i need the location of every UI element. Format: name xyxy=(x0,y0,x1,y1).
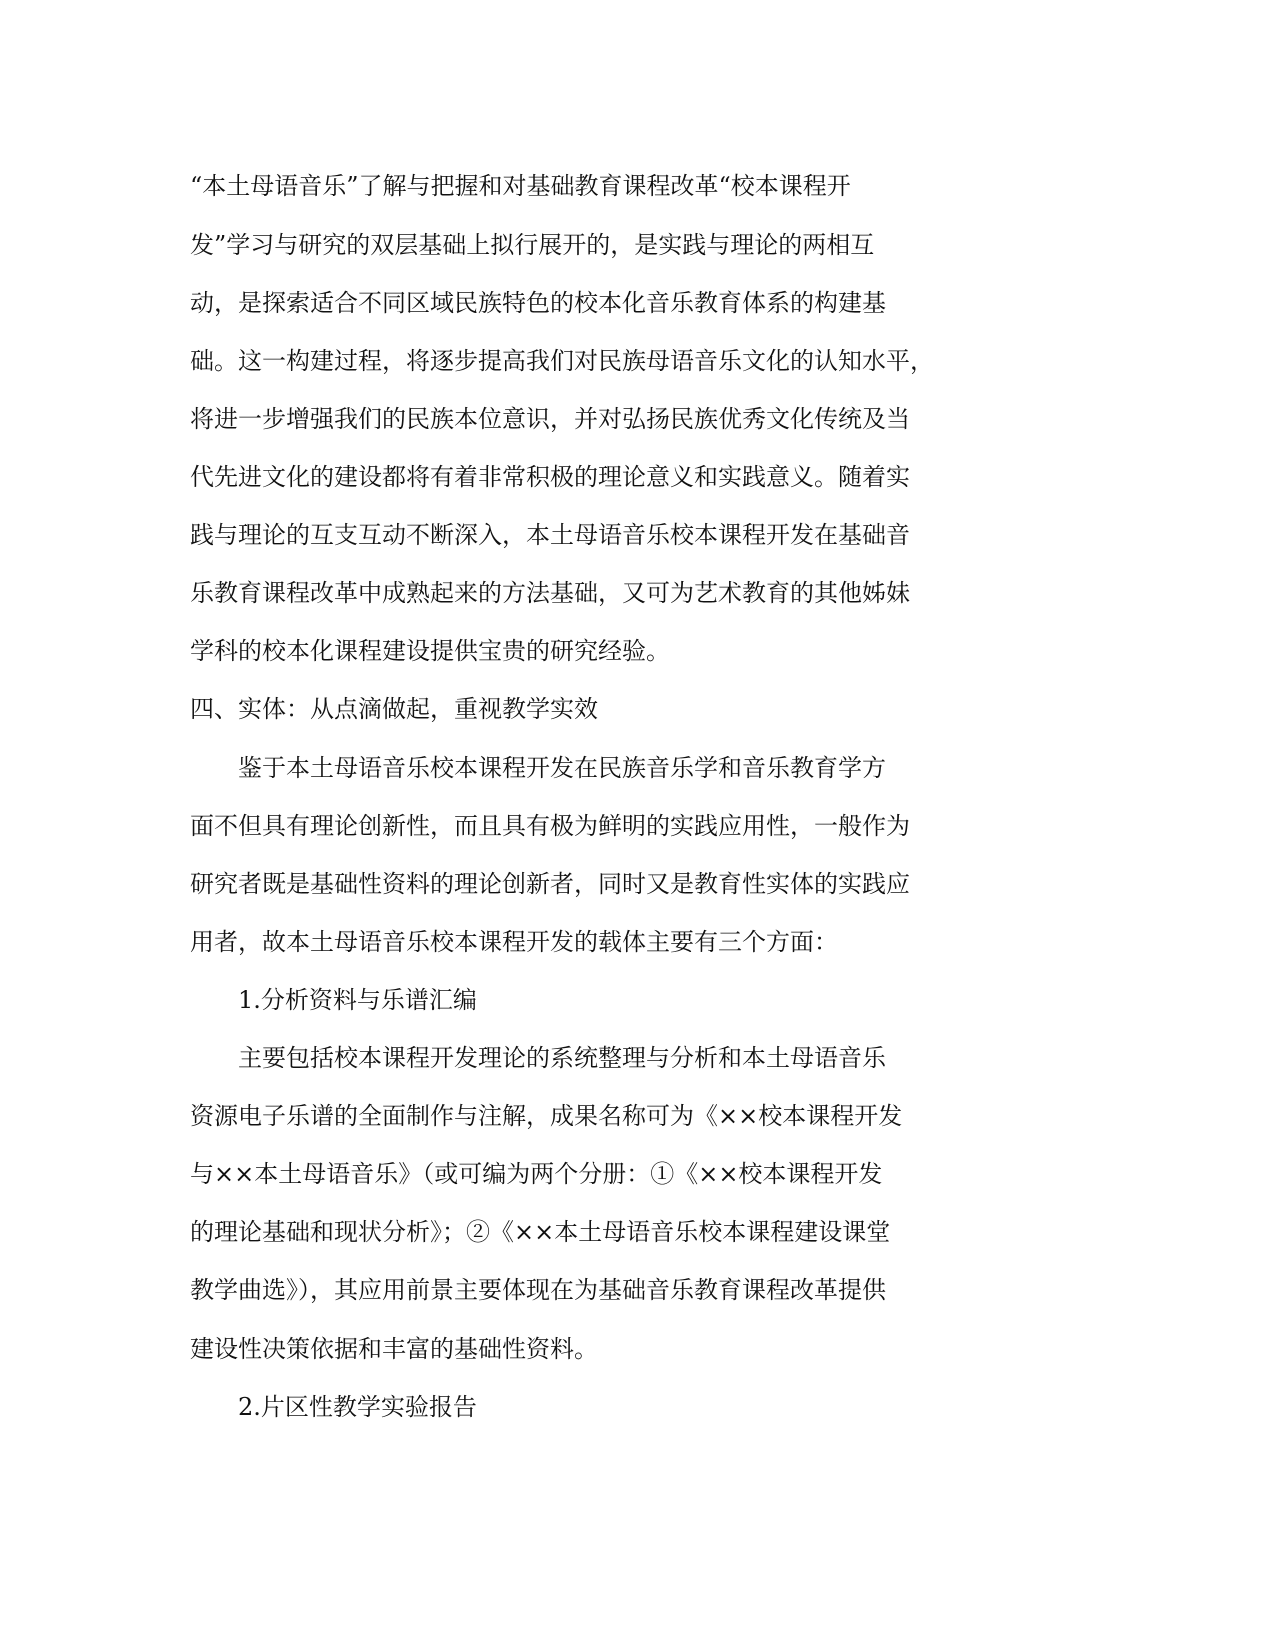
body-line-2: 发”学习与研究的双层基础上拟行展开的，是实践与理论的两相互 xyxy=(190,231,875,259)
body-line-19: 的理论基础和现状分析》；②《××本土母语音乐校本课程建设课堂 xyxy=(190,1218,891,1246)
body-line-8: 乐教育课程改革中成熟起来的方法基础，又可为艺术教育的其他姊妹 xyxy=(190,579,910,607)
body-line-3: 动，是探索适合不同区域民族特色的校本化音乐教育体系的构建基 xyxy=(190,289,886,317)
body-line-14: 用者，故本土母语音乐校本课程开发的载体主要有三个方面： xyxy=(190,928,838,956)
subsection-heading-1: 1.分析资料与乐谱汇编 xyxy=(238,986,477,1014)
body-line-16: 主要包括校本课程开发理论的系统整理与分析和本土母语音乐 xyxy=(238,1044,886,1072)
body-line-9: 学科的校本化课程建设提供宝贵的研究经验。 xyxy=(190,637,670,665)
body-line-20: 教学曲选》），其应用前景主要体现在为基础音乐教育课程改革提供 xyxy=(190,1276,886,1304)
section-heading: 四、实体：从点滴做起，重视教学实效 xyxy=(190,695,598,723)
body-line-7: 践与理论的互支互动不断深入，本土母语音乐校本课程开发在基础音 xyxy=(190,521,910,549)
body-line-18: 与××本土母语音乐》（或可编为两个分册：①《××校本课程开发 xyxy=(190,1160,883,1188)
body-line-6: 代先进文化的建设都将有着非常积极的理论意义和实践意义。随着实 xyxy=(190,463,910,491)
body-line-12: 面不但具有理论创新性，而且具有极为鲜明的实践应用性，一般作为 xyxy=(190,812,910,840)
body-line-4: 础。这一构建过程，将逐步提高我们对民族母语音乐文化的认知水平， xyxy=(190,347,934,375)
body-line-5: 将进一步增强我们的民族本位意识，并对弘扬民族优秀文化传统及当 xyxy=(190,405,910,433)
body-line-1: “本土母语音乐”了解与把握和对基础教育课程改革“校本课程开 xyxy=(190,172,851,200)
body-line-11: 鉴于本土母语音乐校本课程开发在民族音乐学和音乐教育学方 xyxy=(238,754,886,782)
body-line-21: 建设性决策依据和丰富的基础性资料。 xyxy=(190,1335,598,1363)
body-line-17: 资源电子乐谱的全面制作与注解，成果名称可为《××校本课程开发 xyxy=(190,1102,903,1130)
subsection-heading-2: 2.片区性教学实验报告 xyxy=(238,1393,477,1421)
body-line-13: 研究者既是基础性资料的理论创新者，同时又是教育性实体的实践应 xyxy=(190,870,910,898)
